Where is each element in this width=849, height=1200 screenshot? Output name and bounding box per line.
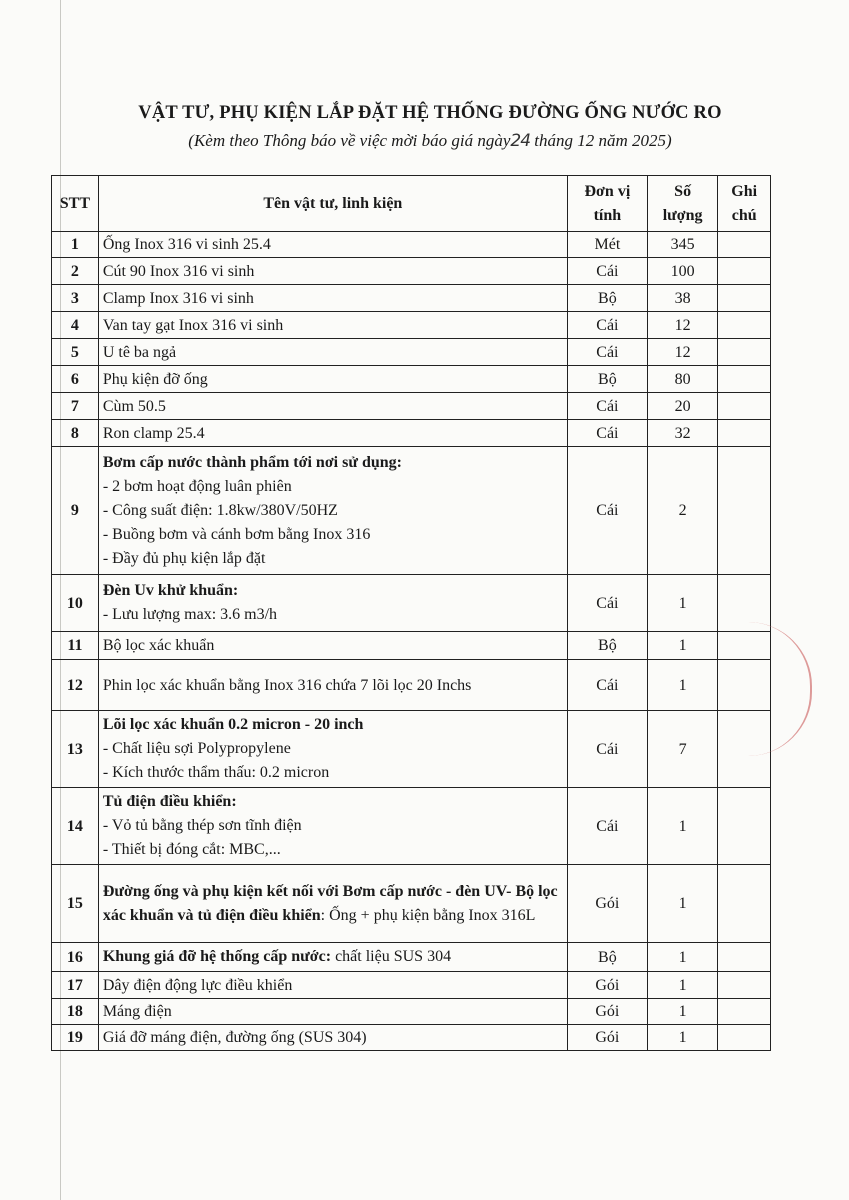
row-stt: 3 — [52, 285, 99, 312]
row-unit: Gói — [567, 972, 647, 999]
row-name: U tê ba ngả — [98, 339, 567, 366]
row-stt: 5 — [52, 339, 99, 366]
row-name: Phin lọc xác khuẩn bằng Inox 316 chứa 7 lõi lọc 20 Inchs — [98, 660, 567, 711]
table-row — [52, 339, 771, 366]
row-note — [718, 788, 771, 865]
table-row — [52, 632, 771, 660]
row-stt: 11 — [52, 632, 99, 660]
table-row — [52, 366, 771, 393]
table-row — [52, 232, 771, 258]
row-stt: 9 — [52, 447, 99, 575]
row-name: Clamp Inox 316 vi sinh — [98, 285, 567, 312]
row-unit: Bộ — [567, 285, 647, 312]
row-stt: 8 — [52, 420, 99, 447]
row-detail-line: - Chất liệu sợi Polypropylene — [102, 740, 291, 757]
header-unit-line1: Đơn vị — [584, 182, 631, 200]
row-detail-line: - Lưu lượng max: 3.6 m3/h — [102, 606, 278, 623]
row-qty: 2 — [647, 447, 717, 575]
row-stt: 15 — [52, 865, 99, 943]
row-stt: 12 — [52, 660, 99, 711]
row-note — [718, 972, 771, 999]
header-unit — [567, 176, 647, 232]
row-note — [718, 366, 771, 393]
row-name-bold: Khung giá đỡ hệ thống cấp nước: — [102, 948, 332, 965]
row-unit: Cái — [567, 447, 647, 575]
row-name: Bộ lọc xác khuẩn — [98, 632, 567, 660]
table-row — [52, 711, 771, 788]
row-qty: 1 — [647, 788, 717, 865]
row-note — [718, 943, 771, 972]
table-row — [52, 420, 771, 447]
row-qty: 20 — [647, 393, 717, 420]
row-note — [718, 1025, 771, 1051]
table-row — [52, 1025, 771, 1051]
row-unit: Cái — [567, 258, 647, 285]
row-name-tail: chất liệu SUS 304 — [331, 948, 452, 965]
row-name: Giá đỡ máng điện, đường ống (SUS 304) — [98, 1025, 567, 1051]
row-name-bold: Bơm cấp nước thành phẩm tới nơi sử dụng: — [102, 453, 402, 471]
header-note-line1: Ghi — [731, 182, 758, 200]
row-unit: Cái — [567, 575, 647, 632]
row-unit: Cái — [567, 788, 647, 865]
row-note — [718, 339, 771, 366]
table-row — [52, 943, 771, 972]
row-stt: 4 — [52, 312, 99, 339]
row-stt: 18 — [52, 999, 99, 1025]
row-qty: 80 — [647, 366, 717, 393]
row-qty: 38 — [647, 285, 717, 312]
row-note — [718, 999, 771, 1025]
row-note — [718, 285, 771, 312]
row-qty: 345 — [647, 232, 717, 258]
row-unit: Cái — [567, 393, 647, 420]
row-name — [98, 943, 567, 972]
row-unit: Bộ — [567, 632, 647, 660]
row-unit: Gói — [567, 1025, 647, 1051]
header-qty-line1: Số — [674, 182, 692, 200]
table-row — [52, 865, 771, 943]
subtitle-handwritten-day: 24 — [510, 131, 531, 151]
row-name: Máng điện — [98, 999, 567, 1025]
row-stt: 6 — [52, 366, 99, 393]
table-row — [52, 972, 771, 999]
row-stt: 7 — [52, 393, 99, 420]
row-qty: 32 — [647, 420, 717, 447]
row-unit: Cái — [567, 420, 647, 447]
header-name: Tên vật tư, linh kiện — [98, 176, 567, 232]
row-stt: 17 — [52, 972, 99, 999]
row-qty: 100 — [647, 258, 717, 285]
row-detail-line: - Buồng bơm và cánh bơm bằng Inox 316 — [102, 525, 371, 543]
row-unit: Cái — [567, 312, 647, 339]
row-detail-line: - Kích thước thẩm thấu: 0.2 micron — [102, 764, 330, 781]
subtitle-text-after: tháng 12 năm 2025) — [530, 131, 672, 150]
table-row — [52, 393, 771, 420]
table-body — [52, 232, 771, 1051]
table-row — [52, 285, 771, 312]
row-name — [98, 711, 567, 788]
row-name-bold: Đường ống và phụ kiện kết nối với Bơm cấp nước - đèn UV- Bộ lọc xác khuẩn và tủ điện điều khiển — [102, 882, 558, 924]
row-name: Cùm 50.5 — [98, 393, 567, 420]
row-qty: 1 — [647, 943, 717, 972]
header-stt: STT — [52, 176, 99, 232]
row-note — [718, 865, 771, 943]
row-detail-line: - 2 bơm hoạt động luân phiên — [102, 477, 292, 495]
row-stt: 19 — [52, 1025, 99, 1051]
row-note — [718, 447, 771, 575]
row-unit: Cái — [567, 339, 647, 366]
table-row — [52, 999, 771, 1025]
table-row — [52, 575, 771, 632]
row-note — [718, 393, 771, 420]
row-name: Phụ kiện đỡ ống — [98, 366, 567, 393]
red-seal-stamp — [748, 622, 812, 756]
row-name-tail: : Ống + phụ kiện bằng Inox 316L — [320, 906, 536, 924]
row-detail-line: - Công suất điện: 1.8kw/380V/50HZ — [102, 501, 338, 519]
subtitle-text-before: (Kèm theo Thông báo về việc mời báo giá ngày — [188, 131, 511, 150]
row-stt: 2 — [52, 258, 99, 285]
row-name: Dây điện động lực điều khiển — [98, 972, 567, 999]
row-name: Ống Inox 316 vi sinh 25.4 — [98, 232, 567, 258]
header-qty — [647, 176, 717, 232]
header-note — [718, 176, 771, 232]
row-name: Van tay gạt Inox 316 vi sinh — [98, 312, 567, 339]
row-stt: 14 — [52, 788, 99, 865]
row-name — [98, 447, 567, 575]
header-qty-line2: lượng — [662, 206, 703, 224]
table-row — [52, 660, 771, 711]
row-name: Cút 90 Inox 316 vi sinh — [98, 258, 567, 285]
table-row — [52, 788, 771, 865]
row-note — [718, 258, 771, 285]
row-qty: 1 — [647, 632, 717, 660]
table-row — [52, 312, 771, 339]
row-detail-line: - Đầy đủ phụ kiện lắp đặt — [102, 549, 266, 567]
row-qty: 1 — [647, 575, 717, 632]
row-qty: 1 — [647, 999, 717, 1025]
row-unit: Cái — [567, 660, 647, 711]
row-qty: 1 — [647, 865, 717, 943]
row-unit: Mét — [567, 232, 647, 258]
row-unit: Bộ — [567, 943, 647, 972]
header-unit-line2: tính — [593, 206, 622, 224]
document-title: VẬT TƯ, PHỤ KIỆN LẮP ĐẶT HỆ THỐNG ĐƯỜNG ỐNG NƯỚC RO — [138, 103, 722, 123]
row-stt: 10 — [52, 575, 99, 632]
row-stt: 16 — [52, 943, 99, 972]
row-name-bold: Đèn Uv khử khuẩn: — [102, 582, 239, 599]
row-qty: 1 — [647, 660, 717, 711]
materials-table — [51, 175, 771, 1051]
table-header-row — [52, 176, 771, 232]
row-detail-line: - Vỏ tủ bằng thép sơn tĩnh điện — [102, 817, 302, 834]
row-stt: 13 — [52, 711, 99, 788]
row-qty: 12 — [647, 339, 717, 366]
row-qty: 1 — [647, 1025, 717, 1051]
row-name — [98, 865, 567, 943]
row-name — [98, 575, 567, 632]
row-name — [98, 788, 567, 865]
table-row — [52, 447, 771, 575]
table-row — [52, 258, 771, 285]
row-unit: Bộ — [567, 366, 647, 393]
row-name-bold: Lõi lọc xác khuẩn 0.2 micron - 20 inch — [102, 716, 364, 733]
document-subtitle — [60, 131, 800, 151]
row-note — [718, 232, 771, 258]
row-unit: Gói — [567, 999, 647, 1025]
row-note — [718, 312, 771, 339]
row-name-bold: Tủ điện điều khiển: — [102, 793, 237, 810]
row-qty: 7 — [647, 711, 717, 788]
row-qty: 1 — [647, 972, 717, 999]
row-detail-line: - Thiết bị đóng cắt: MBC,... — [102, 841, 281, 858]
row-stt: 1 — [52, 232, 99, 258]
row-qty: 12 — [647, 312, 717, 339]
row-name: Ron clamp 25.4 — [98, 420, 567, 447]
row-note — [718, 420, 771, 447]
row-unit: Gói — [567, 865, 647, 943]
header-note-line2: chú — [731, 206, 757, 224]
row-unit: Cái — [567, 711, 647, 788]
